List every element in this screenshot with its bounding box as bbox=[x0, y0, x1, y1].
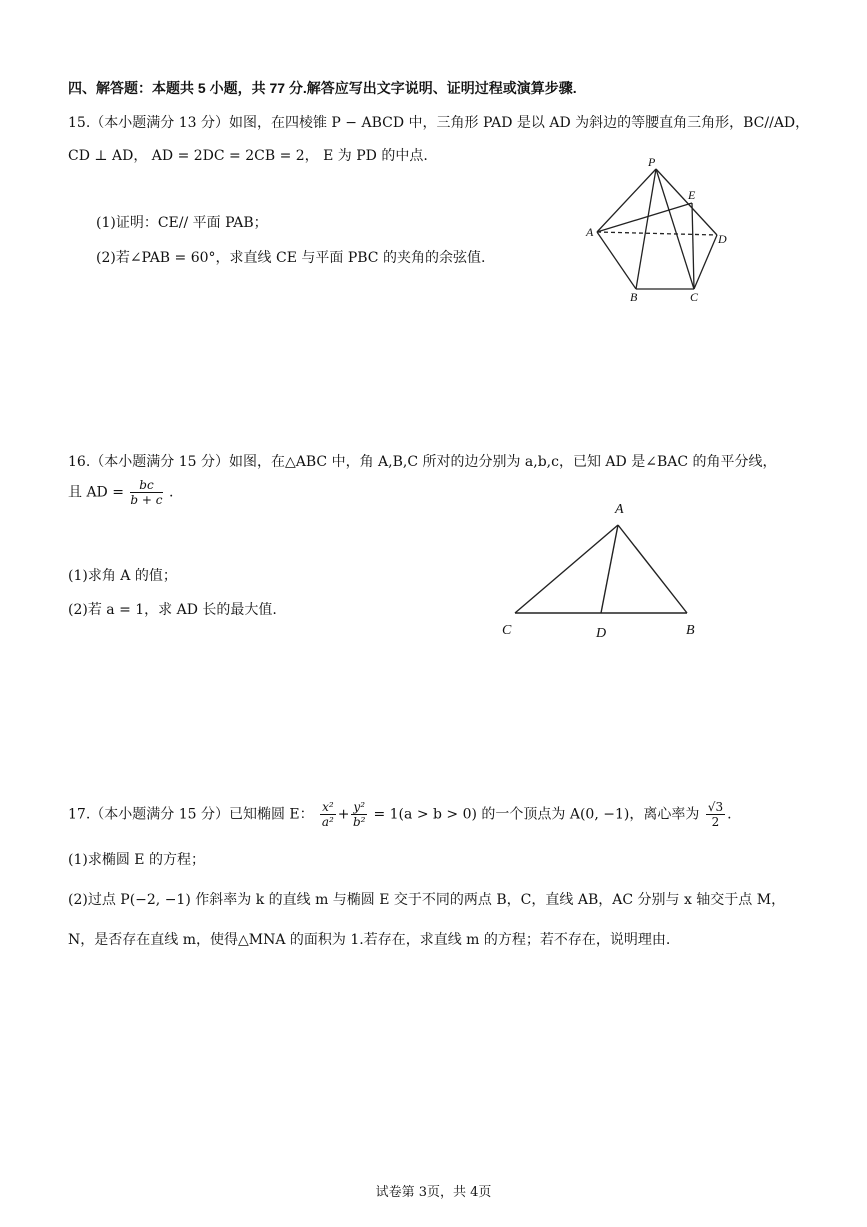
q17-line1-prefix: 17.（本小题满分 15 分）已知椭圆 E： bbox=[68, 806, 314, 823]
page-footer: 试卷第 3页，共 4页 bbox=[375, 1185, 492, 1200]
q17-part2-line1: (2)过点 P(−2, −1) 作斜率为 k 的直线 m 与椭圆 E 交于不同的两点 B，C，直线 AB，AC 分别与 x 轴交于点 M， bbox=[68, 892, 786, 908]
q16-fraction bbox=[130, 478, 162, 507]
q17-line1-suffix: . bbox=[727, 806, 732, 823]
q17-part2-line2: N，是否存在直线 m，使得△MNA 的面积为 1.若存在，求直线 m 的方程；若不存在，说明理由. bbox=[68, 932, 671, 948]
q17-frac2-num: y² bbox=[353, 800, 366, 814]
q15-label-c: C bbox=[690, 290, 699, 304]
section-heading: 四、解答题：本题共 5 小题，共 77 分.解答应写出文字说明、证明过程或演算步骤. bbox=[68, 80, 577, 96]
q16-frac-num: bc bbox=[130, 478, 162, 493]
q17-line1-mid: = 1(a > b > 0) 的一个顶点为 A(0, −1)，离心率为 bbox=[373, 806, 700, 823]
q17-part1: (1)求椭圆 E 的方程； bbox=[68, 852, 205, 868]
q16-line2-prefix: 且 AD = bbox=[68, 484, 124, 501]
q15-pyramid-figure bbox=[580, 155, 740, 305]
q17-frac-x bbox=[320, 800, 336, 829]
q16-stem-line2 bbox=[68, 478, 173, 507]
q15-part2: (2)若∠PAB = 60°，求直线 CE 与平面 PBC 的夹角的余弦值. bbox=[96, 250, 486, 266]
q16-line2-suffix: . bbox=[168, 484, 174, 501]
q16-label-d: D bbox=[596, 626, 607, 641]
q17-frac1-num: x² bbox=[322, 800, 334, 814]
q15-stem-line1: 15.（本小题满分 13 分）如图，在四棱锥 P − ABCD 中，三角形 PAD 是以 AD 为斜边的等腰直角三角形，BC//AD， bbox=[68, 115, 810, 131]
q15-label-a: A bbox=[586, 225, 594, 239]
q17-frac-eccentricity bbox=[706, 800, 725, 829]
q15-part1: (1)证明：CE// 平面 PAB； bbox=[96, 215, 268, 231]
q17-frac1-den: a² bbox=[321, 815, 334, 829]
q16-label-a: A bbox=[615, 502, 624, 517]
q17-frac-y bbox=[351, 800, 367, 829]
q15-label-b: B bbox=[630, 290, 638, 304]
q15-label-p: P bbox=[648, 155, 656, 169]
q17-frac3-den: 2 bbox=[711, 815, 720, 829]
q15-label-e: E bbox=[688, 188, 696, 202]
q16-label-c: C bbox=[502, 623, 512, 638]
q16-triangle-figure bbox=[495, 495, 715, 645]
q17-plus: + bbox=[337, 806, 350, 823]
q15-label-d: D bbox=[718, 232, 727, 246]
q16-label-b: B bbox=[686, 623, 695, 638]
q15-stem-line2: CD ⊥ AD， AD = 2DC = 2CB = 2， E 为 PD 的中点. bbox=[68, 148, 428, 164]
q17-frac2-den: b² bbox=[352, 815, 366, 829]
q16-part2: (2)若 a = 1，求 AD 长的最大值. bbox=[68, 602, 277, 618]
q16-part1: (1)求角 A 的值； bbox=[68, 568, 177, 584]
q16-stem-line1: 16.（本小题满分 15 分）如图，在△ABC 中，角 A,B,C 所对的边分别为 a,b,c，已知 AD 是∠BAC 的角平分线， bbox=[68, 454, 777, 470]
q16-frac-den: b + c bbox=[130, 493, 163, 507]
q17-stem-line1 bbox=[68, 800, 732, 829]
q17-frac3-num: √3 bbox=[707, 800, 724, 814]
